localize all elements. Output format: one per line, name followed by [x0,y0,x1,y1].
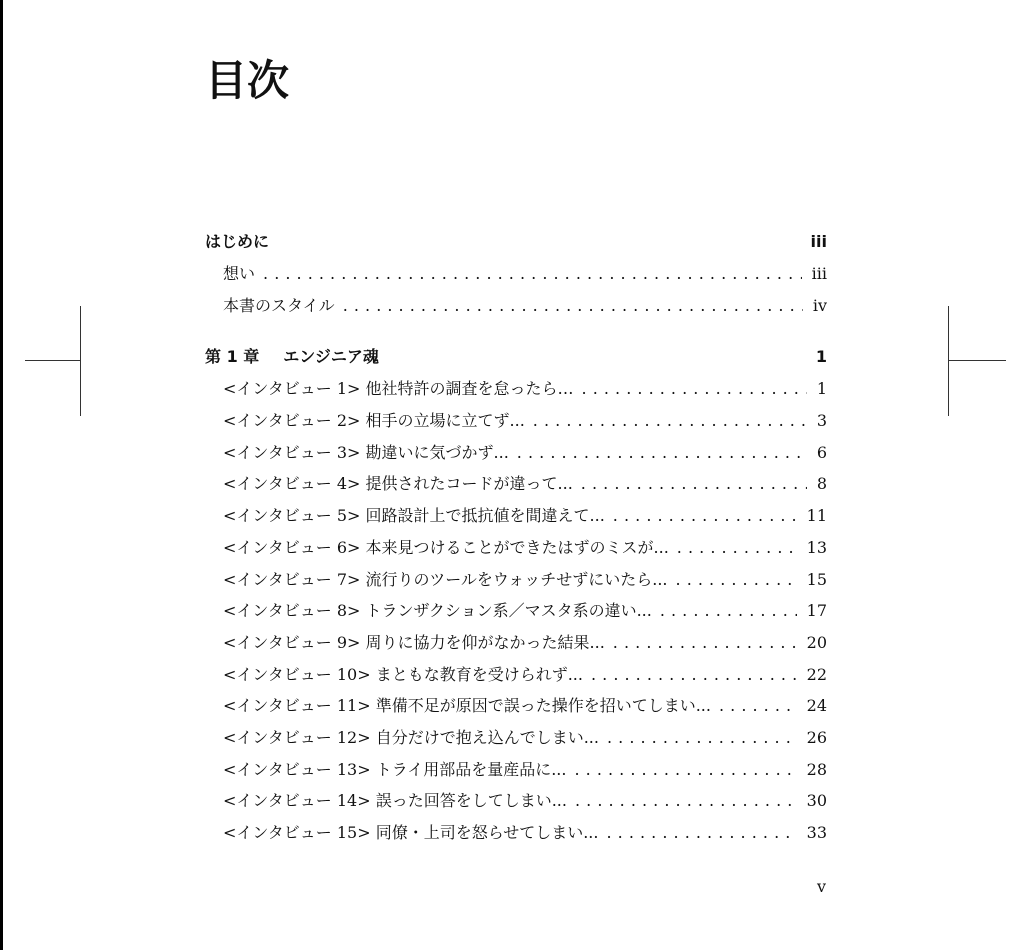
toc-entry-label: <インタビュー 14> 誤った回答をしてしまい... [223,791,567,811]
toc-entry-label: <インタビュー 9> 周りに協力を仰がなかった結果... [223,632,605,652]
toc-entry-page: 15 [806,569,827,589]
toc-chapter-1-heading[interactable] [205,341,827,373]
page-number-folio: v [816,877,826,896]
toc-entry[interactable] [205,500,827,532]
toc-entry[interactable] [205,690,827,722]
toc-entry-label: <インタビュー 11> 準備不足が原因で誤った操作を招いてしまい... [223,696,711,716]
crop-mark-left-vertical [80,306,81,416]
toc-entry[interactable] [205,468,827,500]
toc-entry-label: <インタビュー 2> 相手の立場に立てず... [223,411,525,431]
toc-entry-label: <インタビュー 6> 本来見つけることができたはずのミスが... [223,537,669,557]
chapter-title: エンジニア魂 [283,347,379,367]
dot-leader [255,258,802,290]
dot-leader [525,405,807,437]
toc-entry-page: 6 [816,442,827,462]
toc-entry-label: <インタビュー 3> 勘違いに気づかず... [223,442,509,462]
dot-leader [668,564,797,596]
toc-entry-label: <インタビュー 8> トランザクション系／マスタ系の違い... [223,601,652,621]
toc-page-number: 1 [815,347,827,367]
toc-entry-label: <インタビュー 15> 同僚・上司を怒らせてしまい... [223,823,599,842]
crop-mark-right-vertical [948,306,949,416]
toc-entry[interactable] [205,564,827,596]
dot-leader [509,437,807,469]
toc-entry[interactable] [205,627,827,659]
dot-leader [652,595,797,627]
toc-entry[interactable] [205,754,827,786]
toc-entry[interactable] [205,785,827,817]
toc-chapter-1-title [205,341,379,373]
dot-leader [605,627,797,659]
toc-entry-label: <インタビュー 12> 自分だけで抱え込んでしまい... [223,727,599,747]
toc-entry-page: 13 [806,537,827,557]
toc-entry-label: <インタビュー 13> トライ用部品を量産品に... [223,759,567,779]
toc-entry[interactable] [205,437,827,469]
toc-entry-page: 26 [806,727,827,747]
toc-entry-page: iv [812,295,827,315]
dot-leader [583,659,797,691]
toc-entry[interactable] [205,258,827,290]
toc-entry-page: 24 [806,696,827,716]
toc-entry-page: 33 [806,823,827,842]
toc-entry-page: 1 [816,379,827,399]
toc-entry-label: <インタビュー 5> 回路設計上で抵抗値を間違えて... [223,506,605,526]
toc-entry-page: 17 [806,601,827,621]
toc-entry-page: 3 [816,411,827,431]
toc-entry-page: 28 [806,759,827,779]
chapter-number: 第 1 章 [205,347,260,367]
page-title: 目次 [205,56,290,105]
toc-entry[interactable] [205,722,827,754]
toc-entry[interactable] [205,405,827,437]
toc-entry-label: <インタビュー 10> まともな教育を受けられず... [223,664,583,684]
toc-entry-label: 想い [223,264,256,283]
toc-entry-page: iii [811,264,827,283]
toc-entry-label: <インタビュー 4> 提供されたコードが違って... [223,474,573,494]
dot-leader [566,754,796,786]
toc-entry-page: 11 [806,506,827,526]
toc-entry[interactable] [205,532,827,564]
dot-leader [567,785,797,817]
toc-entry[interactable] [205,659,827,691]
toc-entry-page: 20 [806,632,827,652]
page-edge-rule [0,0,3,950]
toc-entry[interactable] [205,290,827,322]
toc-entry[interactable] [205,817,827,849]
toc-preface-entries [205,258,827,321]
toc-chapter-1-entries [205,373,827,848]
dot-leader [574,373,807,405]
toc-entry-page: 30 [806,791,827,811]
dot-leader [711,690,797,722]
toc-entry-page: 22 [806,664,827,684]
toc-entry-label: 本書のスタイル [223,295,335,315]
dot-leader [598,817,796,849]
toc-entry-label: <インタビュー 7> 流行りのツールをウォッチせずにいたら... [223,569,668,589]
dot-leader [573,468,807,500]
toc-preface-title: はじめに [205,232,270,251]
dot-leader [335,290,803,322]
toc-page-number: iii [810,232,827,251]
table-of-contents [205,226,827,849]
crop-mark-left-horizontal [25,360,80,361]
dot-leader [669,532,797,564]
toc-entry[interactable] [205,595,827,627]
toc-entry-page: 8 [816,474,827,494]
crop-mark-right-horizontal [948,360,1006,361]
toc-entry-label: <インタビュー 1> 他社特許の調査を怠ったら… [223,379,574,399]
dot-leader [599,722,797,754]
toc-preface-heading[interactable] [205,226,827,258]
dot-leader [605,500,797,532]
toc-entry[interactable] [205,373,827,405]
